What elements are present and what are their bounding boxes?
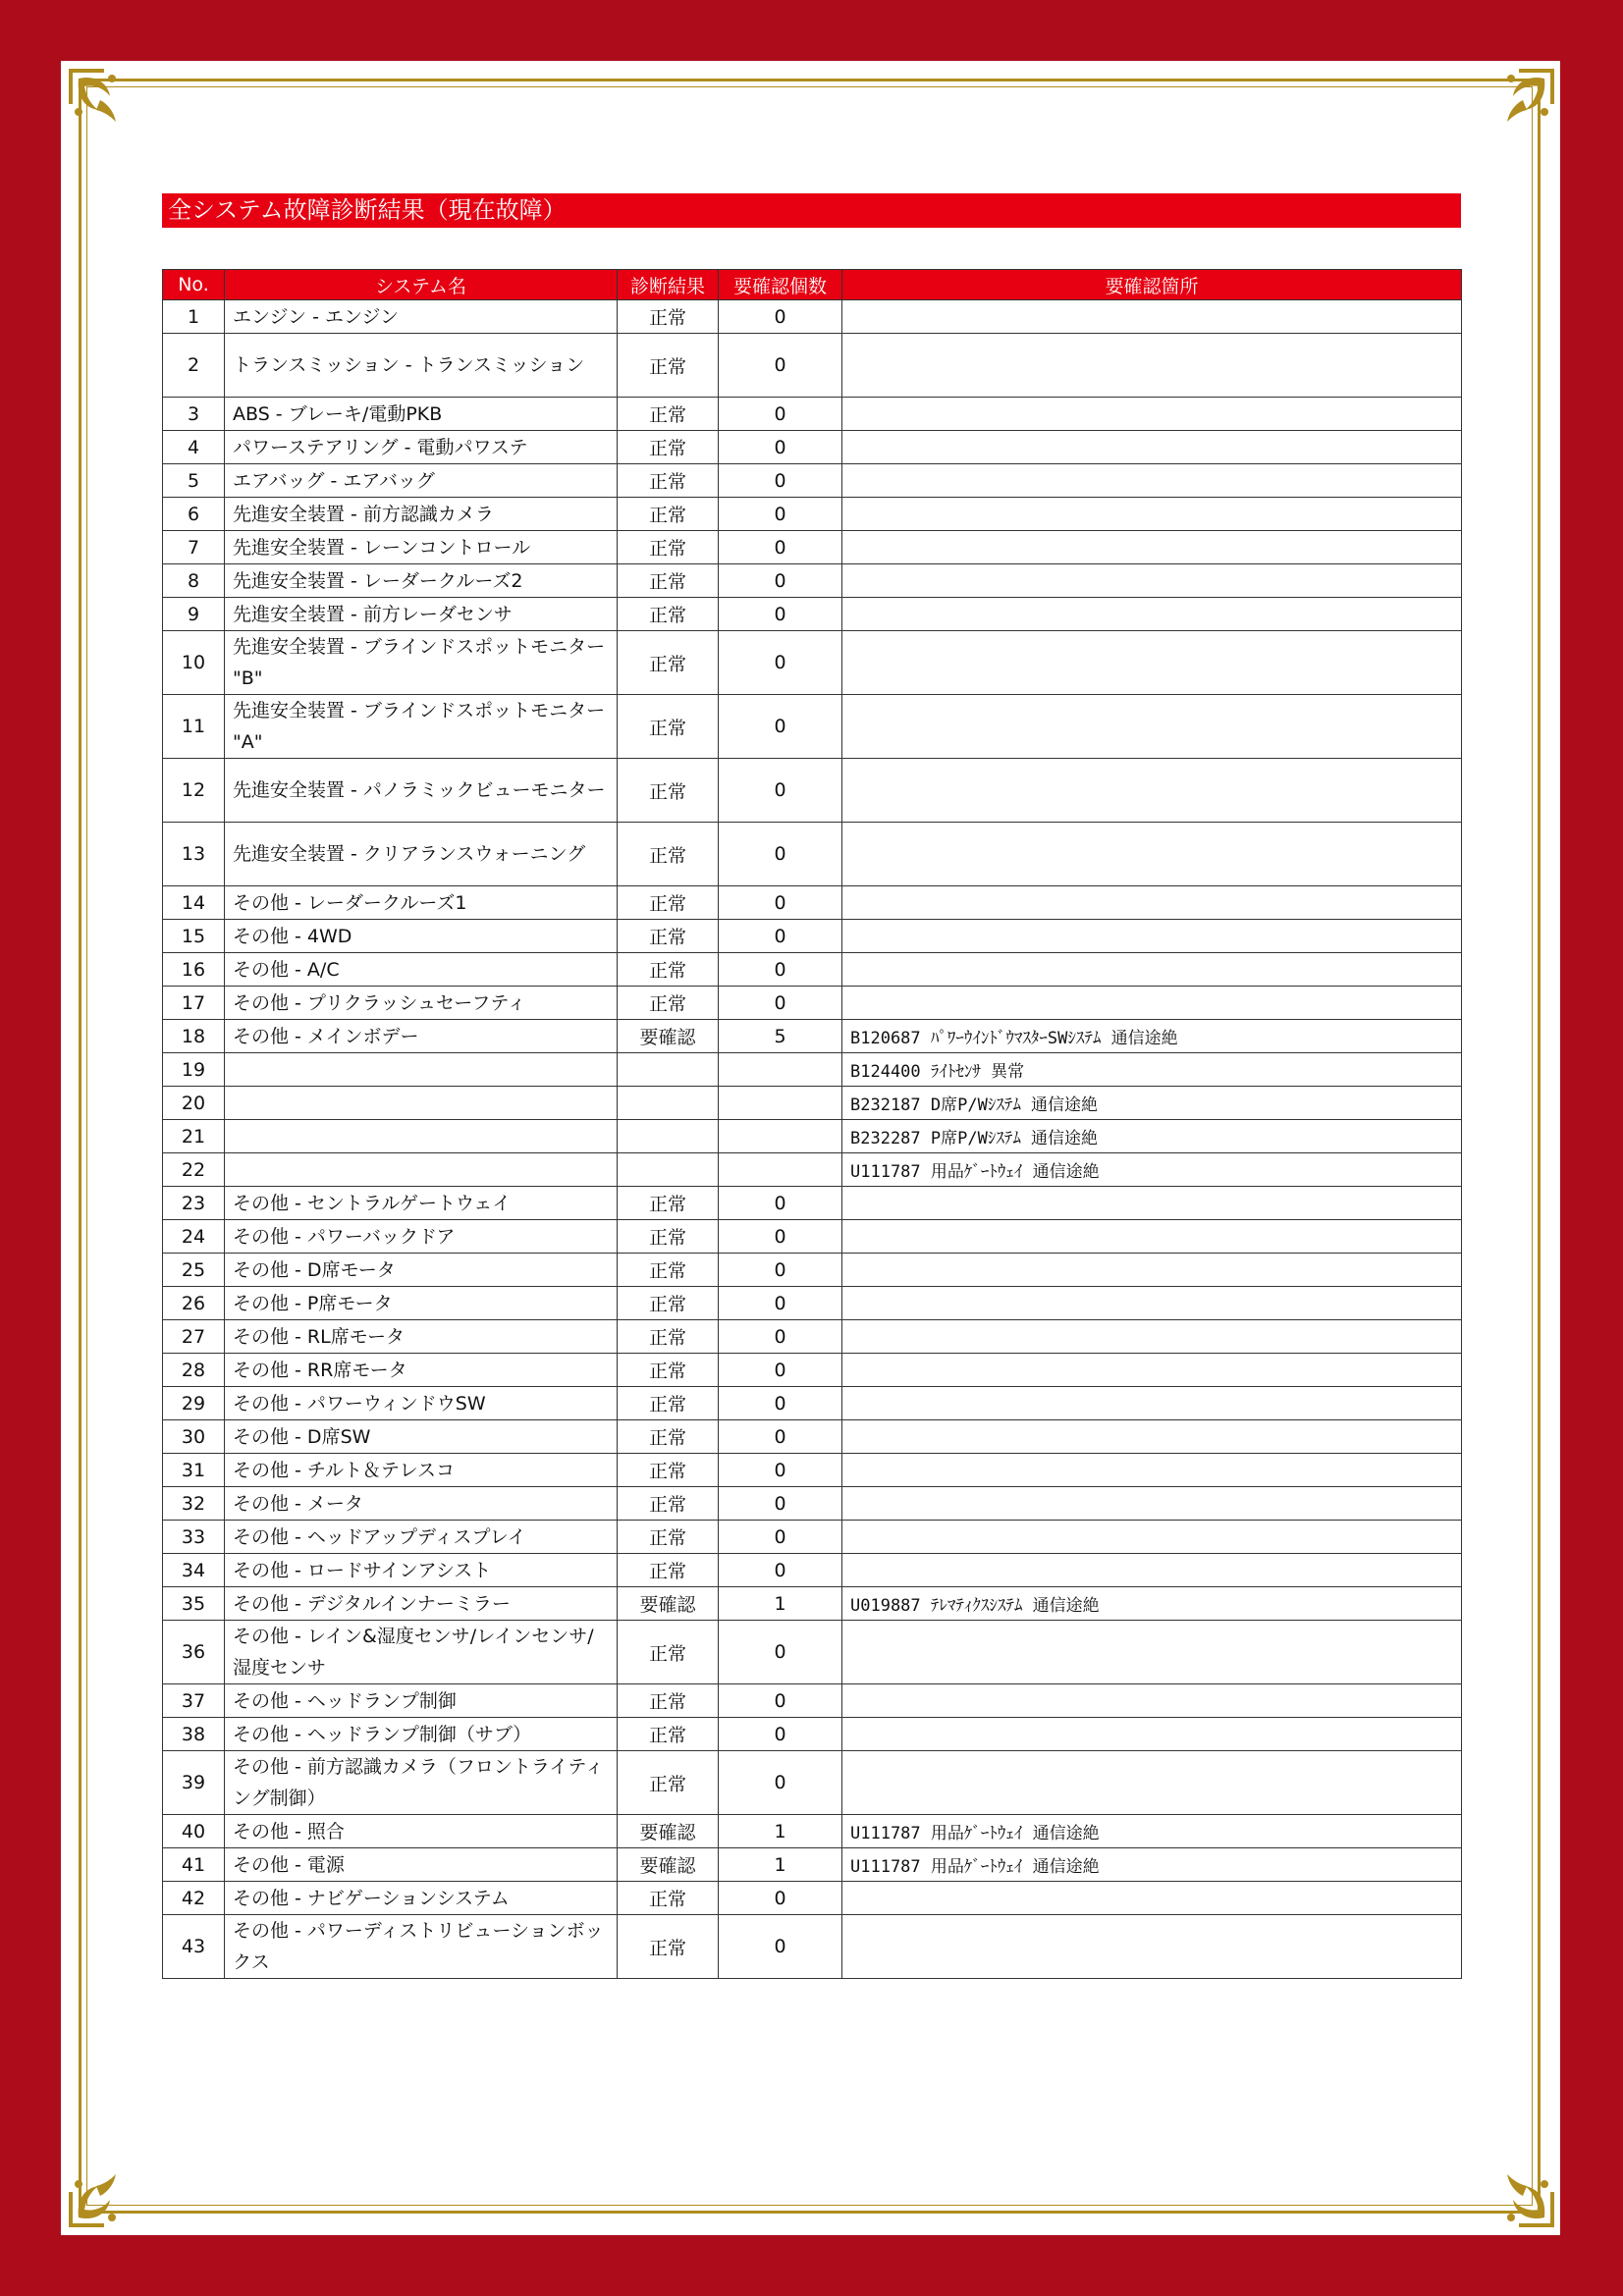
table-row <box>163 1287 1462 1320</box>
row-system-name: エンジン - エンジン <box>225 300 618 334</box>
row-system-name: その他 - RL席モータ <box>225 1320 618 1354</box>
row-detail <box>842 431 1462 464</box>
row-system-name: その他 - P席モータ <box>225 1287 618 1320</box>
row-no: 19 <box>163 1053 225 1087</box>
table-row <box>163 398 1462 431</box>
table-row <box>163 431 1462 464</box>
row-result: 正常 <box>618 398 719 431</box>
row-detail <box>842 300 1462 334</box>
row-detail <box>842 1354 1462 1387</box>
table-row <box>163 1487 1462 1521</box>
table-row <box>163 759 1462 823</box>
row-count: 0 <box>719 498 842 531</box>
row-system-name: その他 - パワーウィンドウSW <box>225 1387 618 1420</box>
row-no: 16 <box>163 953 225 987</box>
row-result: 正常 <box>618 1751 719 1815</box>
row-count: 0 <box>719 598 842 631</box>
row-system-name: その他 - 電源 <box>225 1848 618 1882</box>
row-detail <box>842 695 1462 759</box>
row-detail <box>842 1387 1462 1420</box>
row-result: 正常 <box>618 1387 719 1420</box>
row-no: 12 <box>163 759 225 823</box>
table-row <box>163 1718 1462 1751</box>
row-result: 正常 <box>618 631 719 695</box>
row-system-name: 先進安全装置 - クリアランスウォーニング <box>225 823 618 886</box>
table-row <box>163 1621 1462 1684</box>
row-result <box>618 1053 719 1087</box>
row-detail: B124400 ﾗｲﾄｾﾝｻ 異常 <box>842 1053 1462 1087</box>
table-row <box>163 1521 1462 1554</box>
row-no: 10 <box>163 631 225 695</box>
row-no: 29 <box>163 1387 225 1420</box>
row-system-name: 先進安全装置 - レーダークルーズ2 <box>225 564 618 598</box>
row-count: 0 <box>719 1420 842 1454</box>
row-result <box>618 1153 719 1187</box>
row-detail: B232287 P席P/Wｼｽﾃﾑ 通信途絶 <box>842 1120 1462 1153</box>
row-system-name: その他 - レイン&湿度センサ/レインセンサ/湿度センサ <box>225 1621 618 1684</box>
row-system-name: 先進安全装置 - 前方認識カメラ <box>225 498 618 531</box>
row-no: 38 <box>163 1718 225 1751</box>
row-count <box>719 1120 842 1153</box>
row-detail <box>842 531 1462 564</box>
row-count: 0 <box>719 464 842 498</box>
row-detail <box>842 920 1462 953</box>
row-no: 23 <box>163 1187 225 1220</box>
table-row <box>163 334 1462 398</box>
row-no: 9 <box>163 598 225 631</box>
row-system-name <box>225 1053 618 1087</box>
row-result: 正常 <box>618 334 719 398</box>
row-result: 正常 <box>618 1554 719 1587</box>
row-count: 0 <box>719 1187 842 1220</box>
row-system-name <box>225 1153 618 1187</box>
row-system-name: 先進安全装置 - ブラインドスポットモニター "B" <box>225 631 618 695</box>
row-result: 要確認 <box>618 1848 719 1882</box>
row-detail <box>842 498 1462 531</box>
row-no: 30 <box>163 1420 225 1454</box>
row-count: 0 <box>719 1387 842 1420</box>
header-no: No. <box>163 270 225 300</box>
ornament-corner-icon <box>65 65 155 155</box>
table-row <box>163 1153 1462 1187</box>
row-no: 35 <box>163 1587 225 1621</box>
row-count: 0 <box>719 300 842 334</box>
row-result: 正常 <box>618 1521 719 1554</box>
row-no: 13 <box>163 823 225 886</box>
row-no: 20 <box>163 1087 225 1120</box>
row-no: 31 <box>163 1454 225 1487</box>
row-system-name: その他 - D席SW <box>225 1420 618 1454</box>
row-system-name: 先進安全装置 - ブラインドスポットモニター "A" <box>225 695 618 759</box>
row-count: 0 <box>719 823 842 886</box>
row-system-name: その他 - パワーバックドア <box>225 1220 618 1254</box>
row-result <box>618 1087 719 1120</box>
header-result: 診断結果 <box>618 270 719 300</box>
row-count: 0 <box>719 1454 842 1487</box>
row-detail <box>842 564 1462 598</box>
row-system-name: 先進安全装置 - パノラミックビューモニター <box>225 759 618 823</box>
row-detail <box>842 631 1462 695</box>
row-count: 0 <box>719 886 842 920</box>
row-no: 33 <box>163 1521 225 1554</box>
table-row <box>163 1587 1462 1621</box>
row-count <box>719 1153 842 1187</box>
row-detail: U111787 用品ｹﾞｰﾄｳｪｲ 通信途絶 <box>842 1815 1462 1848</box>
header-detail: 要確認箇所 <box>842 270 1462 300</box>
table-row <box>163 1220 1462 1254</box>
row-system-name: その他 - セントラルゲートウェイ <box>225 1187 618 1220</box>
row-result: 正常 <box>618 695 719 759</box>
row-detail <box>842 1684 1462 1718</box>
row-detail <box>842 823 1462 886</box>
row-detail <box>842 1320 1462 1354</box>
row-count: 1 <box>719 1815 842 1848</box>
row-no: 22 <box>163 1153 225 1187</box>
row-detail <box>842 953 1462 987</box>
row-system-name: その他 - ヘッドランプ制御（サブ） <box>225 1718 618 1751</box>
table-row <box>163 953 1462 987</box>
row-no: 4 <box>163 431 225 464</box>
row-no: 2 <box>163 334 225 398</box>
row-detail <box>842 1882 1462 1915</box>
row-count <box>719 1053 842 1087</box>
row-no: 28 <box>163 1354 225 1387</box>
row-count: 0 <box>719 1882 842 1915</box>
row-no: 5 <box>163 464 225 498</box>
row-result <box>618 1120 719 1153</box>
row-system-name: その他 - 4WD <box>225 920 618 953</box>
row-detail <box>842 1187 1462 1220</box>
row-result: 正常 <box>618 1684 719 1718</box>
row-count: 0 <box>719 398 842 431</box>
row-result: 正常 <box>618 498 719 531</box>
row-count: 0 <box>719 564 842 598</box>
row-result: 正常 <box>618 1621 719 1684</box>
row-result: 正常 <box>618 759 719 823</box>
row-system-name: トランスミッション - トランスミッション <box>225 334 618 398</box>
row-system-name: その他 - 照合 <box>225 1815 618 1848</box>
row-system-name: その他 - ナビゲーションシステム <box>225 1882 618 1915</box>
row-system-name: その他 - 前方認識カメラ（フロントライティング制御） <box>225 1751 618 1815</box>
row-no: 14 <box>163 886 225 920</box>
header-system-name: システム名 <box>225 270 618 300</box>
row-no: 6 <box>163 498 225 531</box>
table-row <box>163 531 1462 564</box>
row-no: 27 <box>163 1320 225 1354</box>
row-count: 1 <box>719 1848 842 1882</box>
table-row <box>163 1915 1462 1979</box>
row-result: 正常 <box>618 1487 719 1521</box>
row-result: 正常 <box>618 1254 719 1287</box>
table-row <box>163 300 1462 334</box>
row-count: 0 <box>719 1718 842 1751</box>
row-system-name: エアバッグ - エアバッグ <box>225 464 618 498</box>
row-detail <box>842 1454 1462 1487</box>
table-header-row <box>163 270 1462 300</box>
table-row <box>163 886 1462 920</box>
row-result: 正常 <box>618 564 719 598</box>
row-system-name: その他 - ロードサインアシスト <box>225 1554 618 1587</box>
row-detail: B232187 D席P/Wｼｽﾃﾑ 通信途絶 <box>842 1087 1462 1120</box>
row-result: 正常 <box>618 1882 719 1915</box>
row-system-name <box>225 1087 618 1120</box>
row-system-name: その他 - デジタルインナーミラー <box>225 1587 618 1621</box>
row-detail <box>842 1915 1462 1979</box>
row-result: 正常 <box>618 1220 719 1254</box>
row-no: 3 <box>163 398 225 431</box>
row-result: 正常 <box>618 1320 719 1354</box>
table-row <box>163 1882 1462 1915</box>
table-row <box>163 1053 1462 1087</box>
table-row <box>163 1815 1462 1848</box>
row-result: 正常 <box>618 1454 719 1487</box>
table-row <box>163 598 1462 631</box>
row-no: 1 <box>163 300 225 334</box>
row-count: 0 <box>719 1521 842 1554</box>
row-result: 正常 <box>618 823 719 886</box>
row-system-name: その他 - レーダークルーズ1 <box>225 886 618 920</box>
row-result: 正常 <box>618 598 719 631</box>
row-count: 0 <box>719 695 842 759</box>
row-count: 0 <box>719 1487 842 1521</box>
row-detail <box>842 759 1462 823</box>
row-no: 21 <box>163 1120 225 1153</box>
row-count: 5 <box>719 1020 842 1053</box>
row-count: 0 <box>719 1554 842 1587</box>
row-count: 0 <box>719 1354 842 1387</box>
row-result: 正常 <box>618 920 719 953</box>
row-detail: U111787 用品ｹﾞｰﾄｳｪｲ 通信途絶 <box>842 1848 1462 1882</box>
row-no: 37 <box>163 1684 225 1718</box>
row-result: 要確認 <box>618 1587 719 1621</box>
row-detail <box>842 1420 1462 1454</box>
row-count: 0 <box>719 953 842 987</box>
ornament-corner-icon <box>65 2141 155 2231</box>
row-detail <box>842 1554 1462 1587</box>
row-count: 0 <box>719 1684 842 1718</box>
row-result: 正常 <box>618 1915 719 1979</box>
row-system-name: その他 - パワーディストリビューションボックス <box>225 1915 618 1979</box>
row-result: 正常 <box>618 1354 719 1387</box>
row-no: 34 <box>163 1554 225 1587</box>
table-row <box>163 1848 1462 1882</box>
row-detail <box>842 398 1462 431</box>
row-detail: U019887 ﾃﾚﾏﾃｨｸｽｼｽﾃﾑ 通信途絶 <box>842 1587 1462 1621</box>
row-result: 正常 <box>618 987 719 1020</box>
table-row <box>163 564 1462 598</box>
table-row <box>163 1020 1462 1053</box>
table-row <box>163 631 1462 695</box>
row-detail <box>842 1220 1462 1254</box>
row-result: 正常 <box>618 953 719 987</box>
row-no: 24 <box>163 1220 225 1254</box>
row-detail <box>842 1718 1462 1751</box>
table-row <box>163 1454 1462 1487</box>
row-count: 0 <box>719 334 842 398</box>
row-count: 0 <box>719 759 842 823</box>
table-row <box>163 695 1462 759</box>
table-row <box>163 1387 1462 1420</box>
row-system-name: その他 - メインボデー <box>225 1020 618 1053</box>
table-row <box>163 498 1462 531</box>
table-row <box>163 1684 1462 1718</box>
row-system-name: パワーステアリング - 電動パワステ <box>225 431 618 464</box>
row-result: 正常 <box>618 1287 719 1320</box>
row-system-name <box>225 1120 618 1153</box>
row-count: 1 <box>719 1587 842 1621</box>
table-row <box>163 920 1462 953</box>
row-result: 正常 <box>618 1187 719 1220</box>
header-count: 要確認個数 <box>719 270 842 300</box>
row-detail <box>842 1287 1462 1320</box>
table-row <box>163 1751 1462 1815</box>
table-row <box>163 987 1462 1020</box>
row-system-name: 先進安全装置 - レーンコントロール <box>225 531 618 564</box>
row-no: 26 <box>163 1287 225 1320</box>
table-row <box>163 1320 1462 1354</box>
row-result: 要確認 <box>618 1020 719 1053</box>
row-system-name: その他 - プリクラッシュセーフティ <box>225 987 618 1020</box>
row-no: 8 <box>163 564 225 598</box>
row-no: 39 <box>163 1751 225 1815</box>
row-count: 0 <box>719 1287 842 1320</box>
row-no: 18 <box>163 1020 225 1053</box>
row-no: 7 <box>163 531 225 564</box>
row-no: 25 <box>163 1254 225 1287</box>
row-system-name: その他 - ヘッドランプ制御 <box>225 1684 618 1718</box>
row-no: 36 <box>163 1621 225 1684</box>
row-no: 40 <box>163 1815 225 1848</box>
row-system-name: ABS - ブレーキ/電動PKB <box>225 398 618 431</box>
table-row <box>163 1420 1462 1454</box>
row-detail <box>842 334 1462 398</box>
row-result: 正常 <box>618 886 719 920</box>
row-detail <box>842 886 1462 920</box>
row-count: 0 <box>719 631 842 695</box>
table-row <box>163 1254 1462 1287</box>
row-detail <box>842 1521 1462 1554</box>
row-detail <box>842 464 1462 498</box>
row-result: 要確認 <box>618 1815 719 1848</box>
row-no: 11 <box>163 695 225 759</box>
row-detail: U111787 用品ｹﾞｰﾄｳｪｲ 通信途絶 <box>842 1153 1462 1187</box>
row-count: 0 <box>719 1621 842 1684</box>
row-result: 正常 <box>618 1420 719 1454</box>
table-row <box>163 1354 1462 1387</box>
row-system-name: 先進安全装置 - 前方レーダセンサ <box>225 598 618 631</box>
row-system-name: その他 - A/C <box>225 953 618 987</box>
row-count: 0 <box>719 1220 842 1254</box>
row-count: 0 <box>719 431 842 464</box>
row-detail <box>842 987 1462 1020</box>
page-title: 全システム故障診断結果（現在故障） <box>162 193 1461 228</box>
row-result: 正常 <box>618 464 719 498</box>
row-result: 正常 <box>618 431 719 464</box>
row-detail: B120687 ﾊﾟﾜｰｳｲﾝﾄﾞｳﾏｽﾀｰSWｼｽﾃﾑ 通信途絶 <box>842 1020 1462 1053</box>
row-no: 41 <box>163 1848 225 1882</box>
diagnosis-table <box>162 269 1462 1979</box>
row-count: 0 <box>719 920 842 953</box>
row-no: 15 <box>163 920 225 953</box>
table-row <box>163 1120 1462 1153</box>
row-system-name: その他 - RR席モータ <box>225 1354 618 1387</box>
row-system-name: その他 - メータ <box>225 1487 618 1521</box>
row-no: 17 <box>163 987 225 1020</box>
table-row <box>163 1554 1462 1587</box>
row-no: 42 <box>163 1882 225 1915</box>
row-detail <box>842 1487 1462 1521</box>
row-no: 43 <box>163 1915 225 1979</box>
row-system-name: その他 - ヘッドアップディスプレイ <box>225 1521 618 1554</box>
row-detail <box>842 1621 1462 1684</box>
row-count: 0 <box>719 1751 842 1815</box>
ornament-corner-icon <box>1468 65 1558 155</box>
row-no: 32 <box>163 1487 225 1521</box>
row-system-name: その他 - D席モータ <box>225 1254 618 1287</box>
table-row <box>163 823 1462 886</box>
table-row <box>163 464 1462 498</box>
row-count: 0 <box>719 1254 842 1287</box>
table-row <box>163 1187 1462 1220</box>
row-system-name: その他 - チルト＆テレスコ <box>225 1454 618 1487</box>
row-count <box>719 1087 842 1120</box>
ornament-corner-icon <box>1468 2141 1558 2231</box>
row-count: 0 <box>719 1320 842 1354</box>
row-result: 正常 <box>618 1718 719 1751</box>
row-result: 正常 <box>618 300 719 334</box>
row-count: 0 <box>719 1915 842 1979</box>
row-detail <box>842 1254 1462 1287</box>
row-detail <box>842 598 1462 631</box>
row-detail <box>842 1751 1462 1815</box>
row-count: 0 <box>719 987 842 1020</box>
row-result: 正常 <box>618 531 719 564</box>
table-row <box>163 1087 1462 1120</box>
row-count: 0 <box>719 531 842 564</box>
